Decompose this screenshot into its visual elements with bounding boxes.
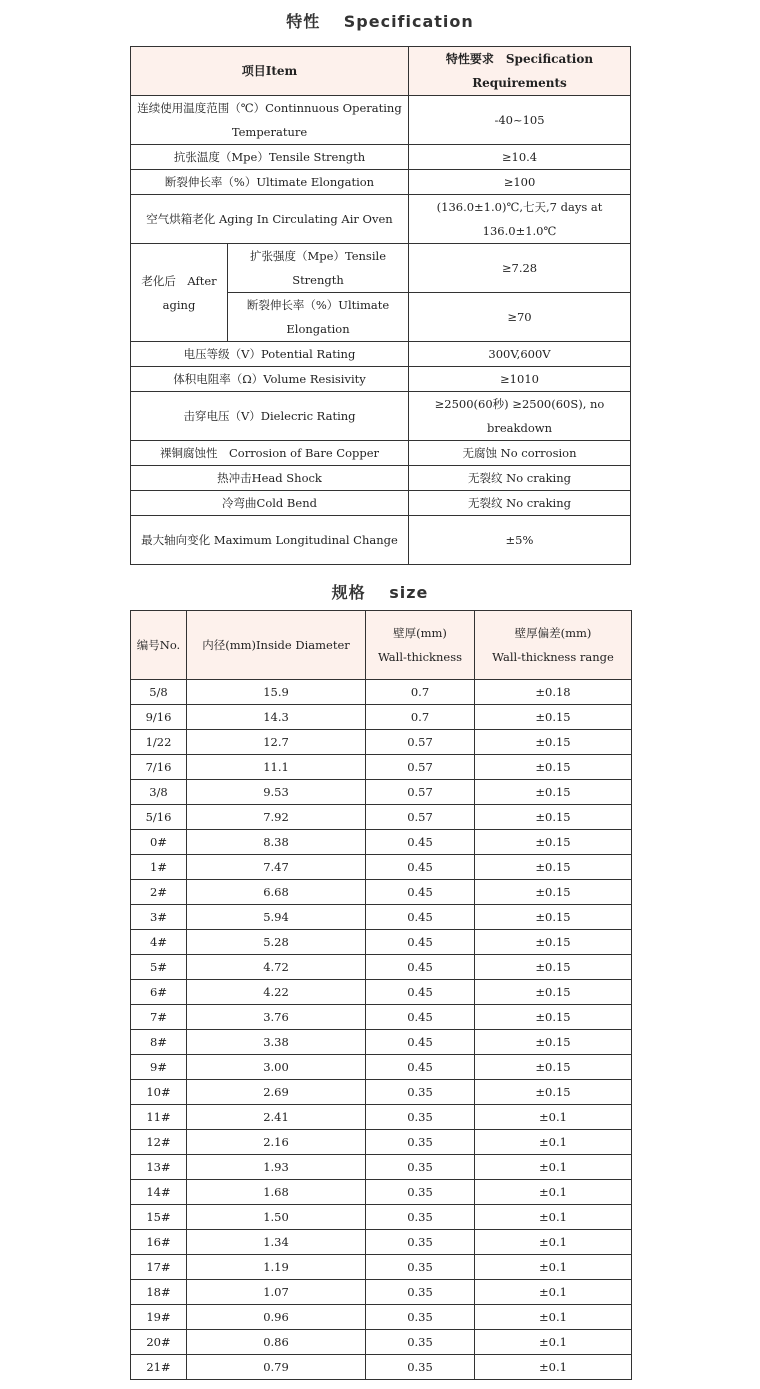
inside-diameter: 5.94	[187, 905, 366, 930]
thickness-range: ±0.1	[475, 1155, 632, 1180]
inside-diameter: 7.92	[187, 805, 366, 830]
inside-diameter: 1.34	[187, 1230, 366, 1255]
inside-diameter: 1.50	[187, 1205, 366, 1230]
inside-diameter: 12.7	[187, 730, 366, 755]
thickness-range: ±0.15	[475, 1080, 632, 1105]
spec-header-requirement: 特性要求 Specification Requirements	[409, 47, 631, 96]
wall-thickness: 0.45	[366, 1030, 475, 1055]
thickness-range: ±0.1	[475, 1105, 632, 1130]
inside-diameter: 3.00	[187, 1055, 366, 1080]
wall-thickness: 0.35	[366, 1280, 475, 1305]
wall-thickness: 0.35	[366, 1180, 475, 1205]
inside-diameter: 14.3	[187, 705, 366, 730]
inside-diameter: 5.28	[187, 930, 366, 955]
aging-value: ≥7.28	[409, 244, 631, 293]
aging-item: 断裂伸长率（%）Ultimate Elongation	[228, 293, 409, 342]
spec-value: ≥10.4	[409, 145, 631, 170]
thickness-range: ±0.1	[475, 1130, 632, 1155]
spec-value: 300V,600V	[409, 342, 631, 367]
size-row	[131, 680, 632, 705]
wall-thickness: 0.35	[366, 1255, 475, 1280]
thickness-range: ±0.1	[475, 1255, 632, 1280]
size-no: 17#	[131, 1255, 187, 1280]
thickness-range: ±0.15	[475, 880, 632, 905]
spec-item: 连续使用温度范围（℃）Continnuous Operating Temperature	[131, 96, 409, 145]
wall-thickness: 0.7	[366, 680, 475, 705]
thickness-range: ±0.15	[475, 780, 632, 805]
spec-item: 电压等级（V）Potential Rating	[131, 342, 409, 367]
thickness-range: ±0.15	[475, 1030, 632, 1055]
size-row	[131, 755, 632, 780]
wall-thickness: 0.45	[366, 830, 475, 855]
size-no: 10#	[131, 1080, 187, 1105]
inside-diameter: 1.19	[187, 1255, 366, 1280]
size-no: 15#	[131, 1205, 187, 1230]
size-row	[131, 1080, 632, 1105]
spec-row	[131, 491, 631, 516]
size-header-no: 编号No.	[131, 611, 187, 680]
size-row	[131, 1230, 632, 1255]
inside-diameter: 1.68	[187, 1180, 366, 1205]
wall-thickness: 0.35	[366, 1205, 475, 1230]
wall-thickness: 0.35	[366, 1230, 475, 1255]
size-header-inside-diameter: 内径(mm)Inside Diameter	[187, 611, 366, 680]
inside-diameter: 15.9	[187, 680, 366, 705]
spec-value: ≥1010	[409, 367, 631, 392]
thickness-range: ±0.15	[475, 830, 632, 855]
wall-thickness: 0.45	[366, 930, 475, 955]
thickness-range: ±0.15	[475, 705, 632, 730]
wall-thickness: 0.57	[366, 805, 475, 830]
spec-item: 断裂伸长率（%）Ultimate Elongation	[131, 170, 409, 195]
spec-row	[131, 466, 631, 491]
spec-row	[131, 170, 631, 195]
thickness-range: ±0.1	[475, 1330, 632, 1355]
wall-thickness-cn: 壁厚(mm)	[393, 626, 447, 640]
size-no: 3/8	[131, 780, 187, 805]
size-no: 3#	[131, 905, 187, 930]
thickness-range: ±0.15	[475, 980, 632, 1005]
size-row	[131, 980, 632, 1005]
thickness-range: ±0.1	[475, 1180, 632, 1205]
thickness-range: ±0.1	[475, 1305, 632, 1330]
thickness-range: ±0.1	[475, 1230, 632, 1255]
range-cn: 壁厚偏差(mm)	[514, 626, 592, 640]
spec-header-row	[131, 47, 631, 96]
size-no: 11#	[131, 1105, 187, 1130]
inside-diameter: 6.68	[187, 880, 366, 905]
aging-value: ≥70	[409, 293, 631, 342]
thickness-range: ±0.15	[475, 730, 632, 755]
size-row	[131, 1355, 632, 1380]
size-row	[131, 1330, 632, 1355]
spec-item: 击穿电压（V）Dielecric Rating	[131, 392, 409, 441]
size-row	[131, 1280, 632, 1305]
size-row	[131, 780, 632, 805]
spec-row	[131, 195, 631, 244]
size-no: 2#	[131, 880, 187, 905]
wall-thickness: 0.35	[366, 1330, 475, 1355]
size-no: 4#	[131, 930, 187, 955]
spec-value: ≥2500(60秒) ≥2500(60S), no breakdown	[409, 392, 631, 441]
size-row	[131, 1105, 632, 1130]
size-no: 0#	[131, 830, 187, 855]
size-row	[131, 880, 632, 905]
size-header-range	[475, 611, 632, 680]
size-header-row	[131, 611, 632, 680]
size-no: 1#	[131, 855, 187, 880]
size-no: 12#	[131, 1130, 187, 1155]
inside-diameter: 0.79	[187, 1355, 366, 1380]
inside-diameter: 2.69	[187, 1080, 366, 1105]
thickness-range: ±0.15	[475, 930, 632, 955]
inside-diameter: 0.96	[187, 1305, 366, 1330]
size-no: 9/16	[131, 705, 187, 730]
thickness-range: ±0.1	[475, 1355, 632, 1380]
size-no: 21#	[131, 1355, 187, 1380]
spec-item: 最大轴向变化 Maximum Longitudinal Change	[131, 516, 409, 565]
specification-table	[130, 46, 631, 565]
size-header-wall-thickness	[366, 611, 475, 680]
wall-thickness: 0.45	[366, 905, 475, 930]
size-row	[131, 1180, 632, 1205]
size-no: 7#	[131, 1005, 187, 1030]
size-row	[131, 1130, 632, 1155]
wall-thickness: 0.7	[366, 705, 475, 730]
size-no: 14#	[131, 1180, 187, 1205]
wall-thickness: 0.57	[366, 730, 475, 755]
size-no: 16#	[131, 1230, 187, 1255]
size-row	[131, 705, 632, 730]
spec-value: -40~105	[409, 96, 631, 145]
size-no: 18#	[131, 1280, 187, 1305]
inside-diameter: 0.86	[187, 1330, 366, 1355]
spec-row	[131, 392, 631, 441]
size-row	[131, 1055, 632, 1080]
spec-value: 无裂纹 No craking	[409, 466, 631, 491]
size-no: 6#	[131, 980, 187, 1005]
inside-diameter: 1.07	[187, 1280, 366, 1305]
size-row	[131, 805, 632, 830]
spec-row	[131, 367, 631, 392]
size-row	[131, 830, 632, 855]
size-row	[131, 1205, 632, 1230]
size-row	[131, 855, 632, 880]
aging-row	[131, 244, 631, 293]
size-row	[131, 1155, 632, 1180]
spec-value: ±5%	[409, 516, 631, 565]
inside-diameter: 3.76	[187, 1005, 366, 1030]
size-table-body	[131, 611, 632, 1380]
inside-diameter: 7.47	[187, 855, 366, 880]
size-no: 5/16	[131, 805, 187, 830]
spec-item: 体积电阻率（Ω）Volume Resisivity	[131, 367, 409, 392]
spec-row	[131, 145, 631, 170]
inside-diameter: 4.22	[187, 980, 366, 1005]
thickness-range: ±0.1	[475, 1280, 632, 1305]
size-row	[131, 930, 632, 955]
spec-item: 冷弯曲Cold Bend	[131, 491, 409, 516]
spec-row	[131, 441, 631, 466]
inside-diameter: 9.53	[187, 780, 366, 805]
thickness-range: ±0.15	[475, 855, 632, 880]
thickness-range: ±0.15	[475, 805, 632, 830]
size-no: 9#	[131, 1055, 187, 1080]
size-table	[130, 610, 632, 1380]
size-row	[131, 905, 632, 930]
size-row	[131, 1305, 632, 1330]
wall-thickness: 0.45	[366, 955, 475, 980]
size-no: 1/22	[131, 730, 187, 755]
wall-thickness: 0.57	[366, 780, 475, 805]
thickness-range: ±0.15	[475, 1005, 632, 1030]
inside-diameter: 2.41	[187, 1105, 366, 1130]
wall-thickness: 0.35	[366, 1355, 475, 1380]
spec-item: 裸铜腐蚀性 Corrosion of Bare Copper	[131, 441, 409, 466]
range-en: Wall-thickness range	[492, 650, 614, 664]
thickness-range: ±0.1	[475, 1205, 632, 1230]
spec-item: 空气烘箱老化 Aging In Circulating Air Oven	[131, 195, 409, 244]
wall-thickness: 0.45	[366, 1055, 475, 1080]
wall-thickness: 0.45	[366, 980, 475, 1005]
size-row	[131, 1005, 632, 1030]
inside-diameter: 11.1	[187, 755, 366, 780]
size-row	[131, 1255, 632, 1280]
size-no: 7/16	[131, 755, 187, 780]
spec-item: 热冲击Head Shock	[131, 466, 409, 491]
spec-item: 抗张温度（Mpe）Tensile Strength	[131, 145, 409, 170]
spec-row	[131, 516, 631, 565]
inside-diameter: 4.72	[187, 955, 366, 980]
thickness-range: ±0.15	[475, 755, 632, 780]
thickness-range: ±0.18	[475, 680, 632, 705]
spec-value: (136.0±1.0)℃,七天,7 days at 136.0±1.0℃	[409, 195, 631, 244]
size-no: 8#	[131, 1030, 187, 1055]
aging-label: 老化后 After aging	[131, 244, 228, 342]
size-row	[131, 730, 632, 755]
inside-diameter: 2.16	[187, 1130, 366, 1155]
thickness-range: ±0.15	[475, 905, 632, 930]
inside-diameter: 1.93	[187, 1155, 366, 1180]
size-row	[131, 1030, 632, 1055]
specification-table-body	[131, 47, 631, 565]
size-row	[131, 955, 632, 980]
size-no: 20#	[131, 1330, 187, 1355]
spec-value: ≥100	[409, 170, 631, 195]
wall-thickness-en: Wall-thickness	[377, 650, 463, 664]
wall-thickness: 0.45	[366, 880, 475, 905]
wall-thickness: 0.35	[366, 1080, 475, 1105]
thickness-range: ±0.15	[475, 955, 632, 980]
aging-item: 扩张强度（Mpe）Tensile Strength	[228, 244, 409, 293]
wall-thickness: 0.45	[366, 1005, 475, 1030]
size-no: 19#	[131, 1305, 187, 1330]
thickness-range: ±0.15	[475, 1055, 632, 1080]
spec-header-item: 项目Item	[131, 47, 409, 96]
wall-thickness: 0.45	[366, 855, 475, 880]
wall-thickness: 0.35	[366, 1130, 475, 1155]
spec-title: 特性 Specification	[286, 12, 474, 31]
wall-thickness: 0.35	[366, 1305, 475, 1330]
spec-row	[131, 96, 631, 145]
size-no: 5/8	[131, 680, 187, 705]
size-no: 5#	[131, 955, 187, 980]
wall-thickness: 0.35	[366, 1105, 475, 1130]
wall-thickness: 0.35	[366, 1155, 475, 1180]
spec-row	[131, 342, 631, 367]
inside-diameter: 3.38	[187, 1030, 366, 1055]
spec-value: 无裂纹 No craking	[409, 491, 631, 516]
size-no: 13#	[131, 1155, 187, 1180]
wall-thickness: 0.57	[366, 755, 475, 780]
size-title: 规格 size	[331, 583, 429, 602]
inside-diameter: 8.38	[187, 830, 366, 855]
spec-value: 无腐蚀 No corrosion	[409, 441, 631, 466]
